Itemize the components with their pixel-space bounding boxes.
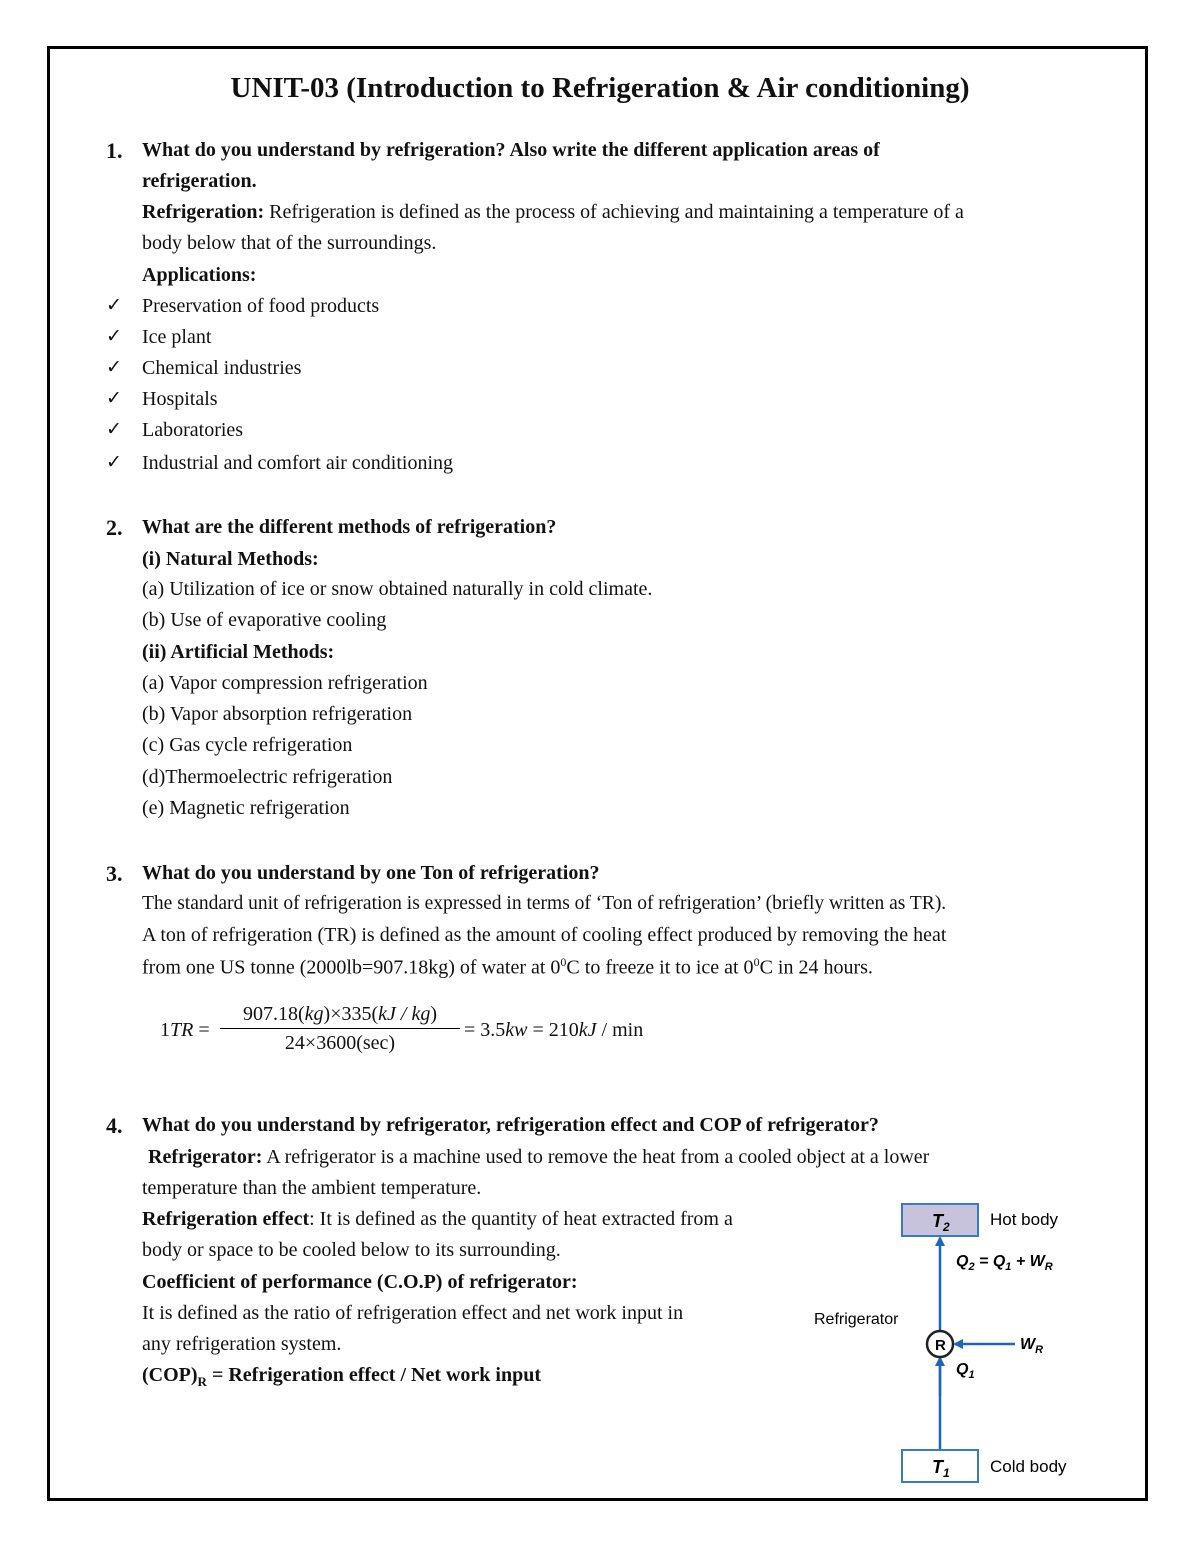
eq-part: kw xyxy=(505,1019,528,1041)
application-item: Chemical industries xyxy=(142,357,302,379)
q4-refrigerator-label: Refrigerator: xyxy=(148,1146,263,1168)
equation-numerator xyxy=(220,1003,460,1029)
formula-part: = Refrigeration effect / Net work input xyxy=(206,1364,542,1386)
application-item: Industrial and comfort air conditioning xyxy=(142,452,454,474)
q2-artificial-label: (ii) Artificial Methods: xyxy=(142,641,335,663)
q1-definition-label: Refrigeration: xyxy=(142,201,265,223)
eq-part: = 210 xyxy=(527,1019,579,1041)
method-item: (b) Use of evaporative cooling xyxy=(142,609,387,631)
q4-cop-line2: any refrigeration system. xyxy=(142,1333,342,1355)
q2-question: What are the different methods of refrigeration? xyxy=(142,516,557,538)
q4-cop-label: Coefficient of performance (C.O.P) of refrigerator: xyxy=(142,1271,578,1293)
refrigerator-node-label: R xyxy=(935,1337,946,1354)
application-item: Ice plant xyxy=(142,326,212,348)
t2-label: $T_2$ xyxy=(932,1211,950,1234)
ton-equation xyxy=(160,1003,720,1065)
page-title: UNIT-03 (Introduction to Refrigeration & Air conditioning) xyxy=(230,72,970,104)
q4-effect-line1 xyxy=(142,1208,733,1231)
equation-rhs xyxy=(464,1019,643,1042)
eq-part: TR xyxy=(170,1019,194,1041)
eq-part: = xyxy=(193,1019,210,1041)
eq-part: )×335( xyxy=(323,1003,379,1025)
q3-text-part: C to freeze it to ice at 0 xyxy=(566,956,754,979)
q3-text-line1: The standard unit of refrigeration is expressed in terms of ‘Ton of refrigeration’ (briefly written as TR). xyxy=(142,893,947,914)
q4-number: 4. xyxy=(106,1113,123,1138)
degree-sup: 0 xyxy=(753,955,760,969)
check-icon: ✓ xyxy=(106,326,122,347)
q3-text-line2: A ton of refrigeration (TR) is defined as the amount of cooling effect produced by removing the heat xyxy=(142,924,947,946)
formula-subscript: R xyxy=(197,1374,207,1389)
q1-definition-line1 xyxy=(142,201,964,224)
eq-part: kJ / kg xyxy=(378,1003,431,1025)
q1-question-line1: What do you understand by refrigeration? Also write the different application areas of xyxy=(142,139,880,161)
q4-effect-text: : It is defined as the quantity of heat extracted from a xyxy=(309,1208,733,1230)
q3-text-part: from one US tonne (2000lb=907.18kg) of water at 0 xyxy=(142,956,561,979)
q1-question-line2: refrigeration. xyxy=(142,170,257,192)
eq-part: 907.18( xyxy=(242,1003,305,1025)
refrigerator-diagram xyxy=(810,1196,1110,1496)
check-icon: ✓ xyxy=(106,357,122,378)
eq-part: / min xyxy=(596,1019,644,1041)
q3-text-part: C in 24 hours. xyxy=(759,956,873,979)
q1-definition-text: Refrigeration is defined as the process of achieving and maintaining a temperature of a xyxy=(269,201,964,223)
q4-cop-line1: It is defined as the ratio of refrigeration effect and net work input in xyxy=(142,1302,684,1324)
q4-effect-line2: body or space to be cooled below to its surrounding. xyxy=(142,1239,561,1261)
cold-body-label: Cold body xyxy=(990,1457,1067,1476)
q1-number: 1. xyxy=(106,138,123,163)
t1-label: $T_1$ xyxy=(932,1457,950,1480)
application-item: Laboratories xyxy=(142,419,244,441)
method-item: (b) Vapor absorption refrigeration xyxy=(142,703,413,725)
application-item: Hospitals xyxy=(142,388,218,410)
equation-fraction xyxy=(220,1003,460,1055)
q1-applications-label: Applications: xyxy=(142,264,257,286)
q2-equation-label: $Q_2 = Q_1 + W_R$ xyxy=(956,1253,1053,1273)
eq-part: = 3.5 xyxy=(464,1019,506,1041)
method-item: (e) Magnetic refrigeration xyxy=(142,797,350,819)
q4-cop-formula xyxy=(142,1364,541,1390)
q3-text-line3 xyxy=(142,955,873,980)
equation-denominator: 24×3600(sec) xyxy=(284,1032,396,1054)
q3-number: 3. xyxy=(106,861,123,886)
q4-question: What do you understand by refrigerator, refrigeration effect and COP of refrigerator? xyxy=(142,1114,879,1136)
equation-lhs xyxy=(160,1019,210,1042)
method-item: (d)Thermoelectric refrigeration xyxy=(142,766,393,788)
q1-definition-line2: body below that of the surroundings. xyxy=(142,232,437,254)
formula-part: (COP) xyxy=(142,1364,198,1386)
application-item: Preservation of food products xyxy=(142,295,380,317)
q4-effect-label: Refrigeration effect xyxy=(142,1208,310,1230)
degree-sup: 0 xyxy=(560,955,567,969)
hot-body-label: Hot body xyxy=(990,1210,1059,1229)
check-icon: ✓ xyxy=(106,419,122,440)
eq-part: kJ xyxy=(578,1019,597,1041)
q4-refrigerator-line1 xyxy=(148,1146,929,1169)
work-input-label: $W_R$ xyxy=(1020,1336,1044,1356)
eq-part: 1 xyxy=(160,1019,170,1041)
q1-label: $Q_1$ xyxy=(956,1361,975,1381)
refrigerator-label: Refrigerator xyxy=(814,1311,899,1328)
method-item: (c) Gas cycle refrigeration xyxy=(142,734,353,756)
method-item: (a) Utilization of ice or snow obtained naturally in cold climate. xyxy=(142,578,653,600)
check-icon: ✓ xyxy=(106,452,122,473)
q4-refrigerator-line2: temperature than the ambient temperature. xyxy=(142,1177,482,1199)
q2-natural-label: (i) Natural Methods: xyxy=(142,548,319,570)
check-icon: ✓ xyxy=(106,295,122,316)
method-item: (a) Vapor compression refrigeration xyxy=(142,672,428,694)
q2-number: 2. xyxy=(106,515,123,540)
eq-part: kg xyxy=(304,1003,324,1025)
eq-part: ) xyxy=(430,1003,438,1025)
q3-question: What do you understand by one Ton of refrigeration? xyxy=(142,862,600,884)
q4-refrigerator-text: A refrigerator is a machine used to remove the heat from a cooled object at a lower xyxy=(266,1146,930,1168)
check-icon: ✓ xyxy=(106,388,122,409)
